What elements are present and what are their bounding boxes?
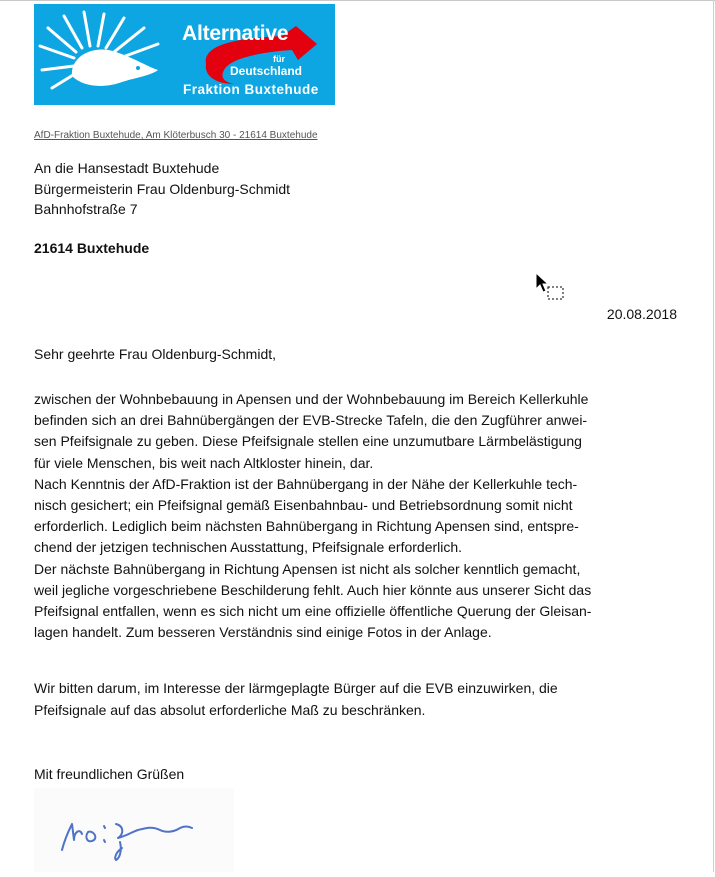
letter-body: [34, 389, 684, 643]
letter-request: [34, 678, 684, 721]
logo-text-alternative: Alternative: [182, 22, 289, 45]
letter-date: 20.08.2018: [606, 306, 677, 322]
body-line: Der nächste Bahnübergang in Richtung Apensen ist nicht als solcher kenntlich gemacht,: [34, 560, 581, 577]
body-line: Nach Kenntnis der AfD-Fraktion ist der Bahnübergang in der Nähe der Kellerkuhle tech-: [34, 475, 578, 492]
recipient-city: 21614 Buxtehude: [34, 240, 150, 256]
logo-text-fuer: für: [273, 54, 285, 64]
body-line: lagen handelt. Zum besseren Verständnis sind einige Fotos in der Anlage.: [34, 624, 492, 641]
body-line: weil jegliche vorgeschriebene Beschilderung fehlt. Auch hier könnte aus unserer Sicht das: [34, 581, 592, 598]
top-border: [0, 0, 715, 1]
body-line: erforderlich. Lediglich beim nächsten Bahnübergang in Richtung Apensen sind, entspre-: [34, 518, 579, 535]
afd-logo: [34, 4, 335, 105]
recipient-line-3: Bahnhofstraße 7: [34, 201, 138, 217]
recipient-address: [34, 158, 290, 220]
body-line: für viele Menschen, bis weit nach Altkloster hinein, dar.: [34, 454, 374, 471]
body-line: nisch gesichert; ein Pfeifsignal gemäß Eisenbahnbau- und Betriebsordnung somit nicht: [34, 497, 573, 514]
logo-text-deutschland: Deutschland: [230, 64, 303, 78]
body-line: Pfeifsignal entfallen, wenn es sich nicht um eine offizielle öffentliche Querung der Gleisan-: [34, 603, 592, 620]
body-line: zwischen der Wohnbebauung in Apensen und der Wohnbebauung im Bereich Kellerkuhle: [34, 391, 589, 407]
right-border: [713, 0, 714, 872]
mouse-pointer-icon: [535, 272, 569, 307]
handwritten-signature-icon: [34, 788, 234, 872]
request-line: Wir bitten darum, im Interesse der lärmgeplagte Bürger auf die EVB einzuwirken, die: [34, 680, 558, 696]
salutation: Sehr geehrte Frau Oldenburg-Schmidt,: [34, 346, 277, 362]
logo-text-fraktion: Fraktion Buxtehude: [183, 82, 319, 97]
recipient-line-1: An die Hansestadt Buxtehude: [34, 160, 220, 176]
sender-return-address: AfD-Fraktion Buxtehude, Am Klöterbusch 30 - 21614 Buxtehude: [34, 130, 318, 141]
recipient-line-2: Bürgermeisterin Frau Oldenburg-Schmidt: [34, 180, 290, 197]
request-line: Pfeifsignale auf das absolut erforderliche Maß zu beschränken.: [34, 701, 426, 718]
body-line: befinden sich an drei Bahnübergängen der EVB-Strecke Tafeln, die den Zugführer anwei-: [34, 412, 588, 429]
body-line: chend der jetzigen technischen Ausstattung, Pfeifsignale erforderlich.: [34, 539, 463, 556]
body-line: sen Pfeifsignale zu geben. Diese Pfeifsignale stellen eine unzumutbare Lärmbelästigung: [34, 433, 582, 450]
closing-phrase: Mit freundlichen Grüßen: [34, 766, 185, 782]
